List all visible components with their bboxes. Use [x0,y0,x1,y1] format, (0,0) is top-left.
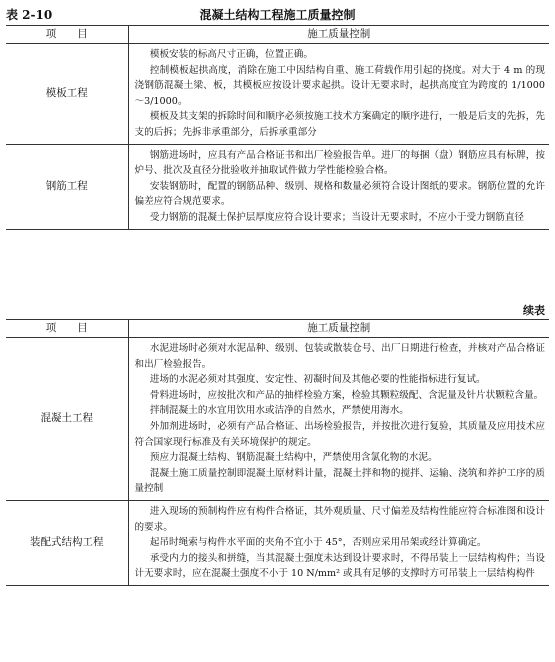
table-header-row [6,26,549,44]
table-title: 混凝土结构工程施工质量控制 [199,8,356,22]
header-item: 项 目 [6,26,128,44]
content-paragraph: 外加剂进场时，必须有产品合格证、出场检验报告，并按批次进行复验，其质量及应用技术应符合国家现行标准及有关环境保护的规定。 [134,420,545,448]
content-paragraph: 骨料进场时，应按批次和产品的抽样检验方案，检验其颗粒级配、含泥量及针片状颗粒含量。 [149,389,544,401]
continued-label: 续表 [523,304,545,317]
quality-control-table-continued [6,319,549,586]
content-paragraph: 承受内力的接头和拼缝，当其混凝土强度未达到设计要求时，不得吊装上一层结构构件；当设计无要求时，应在混凝土强度不小于 10 N/mm² 或具有足够的支撑时方可吊装上一层结构构件 [134,552,545,580]
content-paragraph: 进场的水泥必须对其强度、安定性、初凝时间及其他必要的性能指标进行复试。 [149,374,486,386]
item-name: 模板工程 [6,44,128,145]
item-content [128,144,549,229]
content-paragraph: 水泥进场时必须对水泥品种、级别、包装或散装仓号、出厂日期进行检查，并核对产品合格证和出厂检验报告。 [134,343,545,370]
table-header-row [6,320,549,338]
header-control: 施工质量控制 [128,26,549,44]
item-content [128,500,549,585]
header-item: 项 目 [6,320,128,338]
content-paragraph: 进入现场的预制构件应有构件合格证，其外观质量、尺寸偏差及结构性能应符合标准图和设计的要求。 [134,505,545,533]
content-paragraph: 预应力混凝土结构、钢筋混凝土结构中，严禁使用含氯化物的水泥。 [149,452,438,464]
content-paragraph: 安装钢筋时，配置的钢筋品种、级别、规格和数量必须符合设计图纸的要求。钢筋位置的允许偏差应符合规范要求。 [134,180,545,208]
table-number: 表 2-10 [6,8,53,22]
table-caption [6,4,549,22]
content-paragraph: 模板安装的标高尺寸正确，位置正确。 [149,49,313,60]
quality-control-table [6,25,549,230]
content-paragraph: 拌制混凝土的水宜用饮用水或洁净的自然水，严禁使用海水。 [149,405,409,417]
item-content [128,44,549,145]
table-row [6,338,549,501]
table-row [6,144,549,229]
content-paragraph: 模板及其支架的拆除时间和顺序必须按施工技术方案确定的顺序进行，一般是后支的先拆，先支的后拆；先拆非承重部分，后拆承重部分 [134,111,545,138]
item-name: 钢筋工程 [6,144,128,229]
item-name: 混凝土工程 [6,338,128,501]
content-paragraph: 起吊时绳索与构件水平面的夹角不宜小于 45°，否则应采用吊架或经计算确定。 [149,537,487,549]
content-paragraph: 受力钢筋的混凝土保护层厚度应符合设计要求；当设计无要求时，不应小于受力钢筋直径 [149,211,525,223]
table-row [6,44,549,145]
item-name: 装配式结构工程 [6,500,128,585]
item-content [128,338,549,501]
table-row [6,500,549,585]
content-paragraph: 控制模板起拱高度，消除在施工中因结构自重、施工荷载作用引起的挠度。对大于 4 m 的现浇钢筋混凝土梁、板，其模板应按设计要求起拱。设计无要求时，起拱高度宜为跨度的 1/1000～3/1000。 [134,64,545,107]
content-paragraph: 混凝土施工质量控制即混凝土原材料计量，混凝土拌和物的搅拌、运输、浇筑和养护工序的质量控制 [134,467,545,495]
content-paragraph: 钢筋进场时，应具有产品合格证书和出厂检验报告单。进厂的每捆（盘）钢筋应具有标牌，按炉号、批次及直径分批验收并抽取试件做力学性能检验合格。 [134,149,545,177]
header-control: 施工质量控制 [128,320,549,338]
